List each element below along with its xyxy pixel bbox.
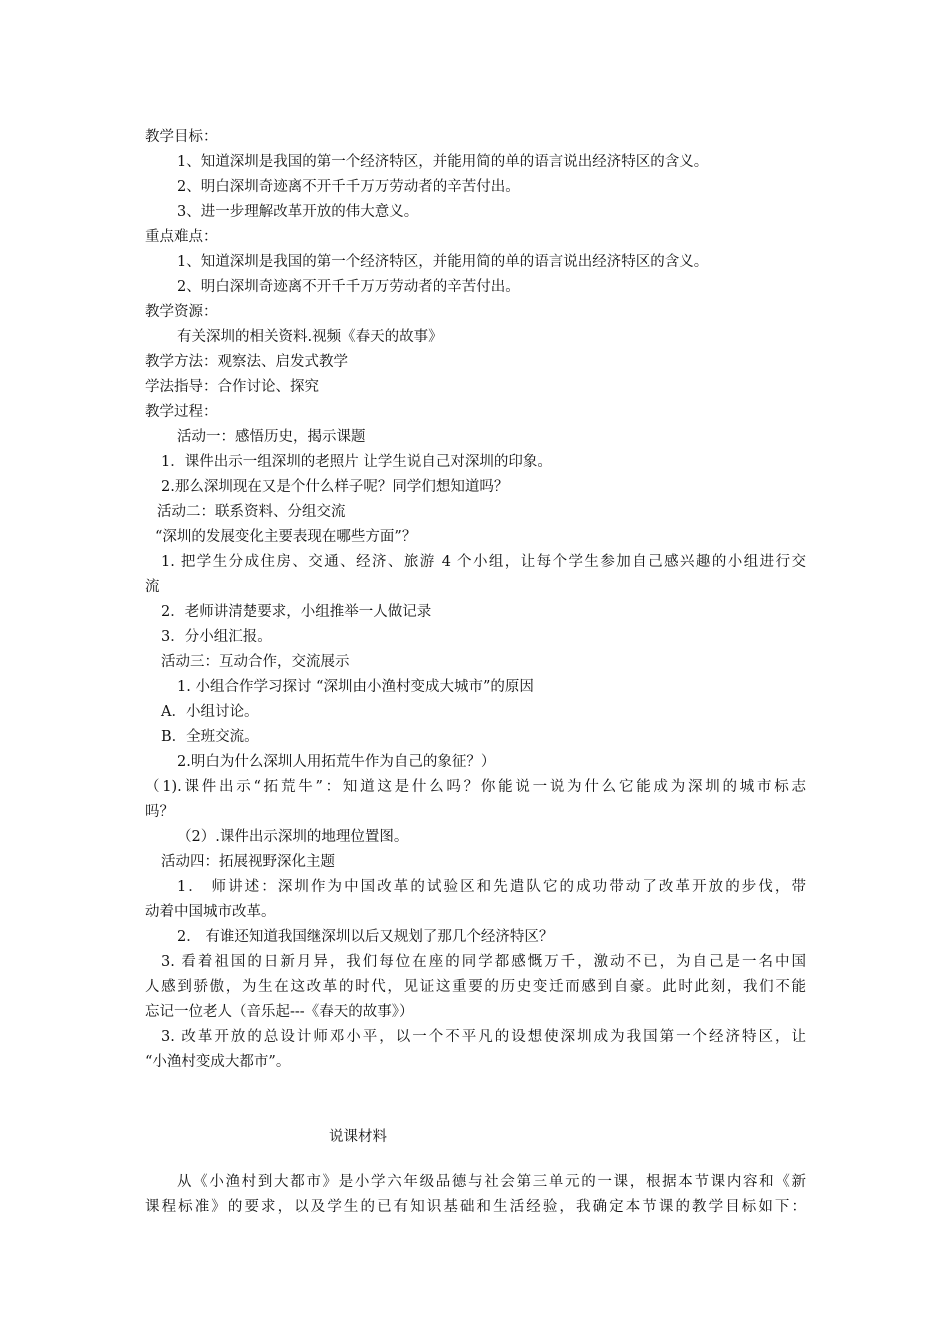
process-item: 3．分小组汇报。 (161, 629, 272, 645)
process-item: 1． 师讲述：深圳作为中国改革的试验区和先遣队它的成功带动了改革开放的步伐，带 (177, 879, 806, 895)
section-title: 说课材料 (329, 1129, 387, 1145)
activity-heading: 活动四：拓展视野深化主题 (161, 854, 335, 870)
key-point-item: 1、知道深圳是我国的第一个经济特区，并能用简的单的语言说出经济特区的含义。 (177, 254, 709, 270)
process-item: 2.明白为什么深圳人用拓荒牛作为自己的象征？） (177, 754, 496, 770)
process-item: 2.那么深圳现在又是个什么样子呢？同学们想知道吗？ (161, 479, 509, 495)
process-item-continued: 忘记一位老人（音乐起---《春天的故事》） (145, 1004, 414, 1020)
goal-item: 3、进一步理解改革开放的伟大意义。 (177, 204, 419, 220)
process-item: 2．老师讲清楚要求，小组推举一人做记录 (161, 604, 432, 620)
activity-heading: 活动三：互动合作，交流展示 (161, 654, 350, 670)
goal-item: 1、知道深圳是我国的第一个经济特区，并能用简的单的语言说出经济特区的含义。 (177, 154, 709, 170)
process-item-continued: 人感到骄傲，为生在这改革的时代，见证这重要的历史变迁而感到自豪。此时此刻，我们不能 (145, 979, 806, 995)
resources-text: 有关深圳的相关资料.视频《春天的故事》 (177, 329, 443, 345)
heading-key-points: 重点难点： (145, 229, 218, 245)
key-point-item: 2、明白深圳奇迹离不开千千万万劳动者的辛苦付出。 (177, 279, 520, 295)
activity-heading: 活动二：联系资料、分组交流 (157, 504, 346, 520)
study-guidance: 学法指导：合作讨论、探究 (145, 379, 319, 395)
heading-teaching-goals: 教学目标： (145, 129, 218, 145)
goal-item: 2、明白深圳奇迹离不开千千万万劳动者的辛苦付出。 (177, 179, 520, 195)
process-item: A．小组讨论。 (161, 704, 259, 720)
process-item-continued: “小渔村变成大都市”。 (145, 1054, 291, 1070)
process-item-continued: 动着中国城市改革。 (145, 904, 276, 920)
heading-process: 教学过程： (145, 404, 218, 420)
paragraph-line: 课程标准》的要求，以及学生的已有知识基础和生活经验，我确定本节课的教学目标如下： (145, 1199, 806, 1215)
process-item: （1).课件出示“拓荒牛”：知道这是什么吗？你能说一说为什么它能成为深圳的城市标志 (145, 779, 806, 795)
paragraph-line: 从《小渔村到大都市》是小学六年级品德与社会第三单元的一课，根据本节课内容和《新 (177, 1174, 806, 1190)
process-item: 1. 把学生分成住房、交通、经济、旅游 4 个小组，让每个学生参加自己感兴趣的小组进行交 (161, 554, 806, 570)
process-item-continued: 流 (145, 579, 160, 595)
process-item: 3. 看着祖国的日新月异，我们每位在座的同学都感慨万千，激动不已，为自己是一名中国 (161, 954, 806, 970)
process-item: 2． 有谁还知道我国继深圳以后又规划了那几个经济特区？ (177, 929, 554, 945)
process-item: “深圳的发展变化主要表现在哪些方面”？ (155, 529, 417, 545)
process-item-continued: 吗？ (145, 804, 174, 820)
process-item: 3. 改革开放的总设计师邓小平，以一个不平凡的设想使深圳成为我国第一个经济特区，让 (161, 1029, 806, 1045)
teaching-method: 教学方法：观察法、启发式教学 (145, 354, 348, 370)
activity-heading: 活动一：感悟历史，揭示课题 (177, 429, 366, 445)
process-item: B．全班交流。 (161, 729, 259, 745)
process-item: （2）.课件出示深圳的地理位置图。 (177, 829, 409, 845)
process-item: 1. 小组合作学习探讨 “深圳由小渔村变成大城市”的原因 (177, 679, 534, 695)
process-item: 1．课件出示一组深圳的老照片 让学生说自己对深圳的印象。 (161, 454, 552, 470)
heading-resources: 教学资源： (145, 304, 218, 320)
